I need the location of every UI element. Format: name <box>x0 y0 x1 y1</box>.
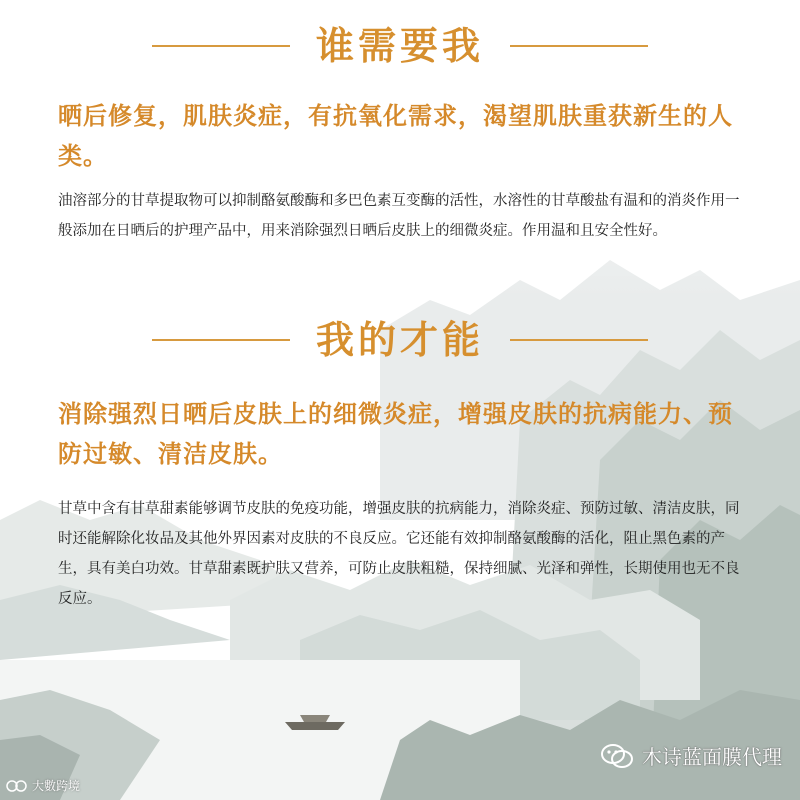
section-subtitle: 消除强烈日晒后皮肤上的细微炎症，增强皮肤的抗病能力、预防过敏、清洁皮肤。 <box>58 400 733 468</box>
wechat-icon <box>600 743 634 769</box>
section-title: 我的才能 <box>315 318 484 362</box>
section-body-text: 甘草中含有甘草甜素能够调节皮肤的免疫功能，增强皮肤的抗病能力，消除炎症、预防过敏、清洁皮肤，同时还能解除化妆品及其他外界因素对皮肤的不良反应。它还能有效抑制酪氨酸酶的活化，阻止黑色素的产生，具有美白功效。甘草甜素既护肤又营养，可防止皮肤粗糙，保持细腻、光泽和弹性，长期使用也无不良反应。 <box>58 501 740 607</box>
section-header-my-talents <box>0 312 800 368</box>
watermark-small-text: 大數跨境 <box>32 779 81 793</box>
section-title: 谁需要我 <box>315 24 484 68</box>
header-rule-left <box>152 45 290 47</box>
watermark-brand <box>6 777 80 794</box>
header-rule-left <box>152 339 290 341</box>
watermark-wechat <box>600 741 782 770</box>
watermark-text: 木诗蓝面膜代理 <box>642 745 782 769</box>
section-body-text: 油溶部分的甘草提取物可以抑制酪氨酸酶和多巴色素互变酶的活性，水溶性的甘草酸盐有温和的消炎作用一般添加在日晒后的护理产品中，用来消除强烈日晒后皮肤上的细微炎症。作用温和且安全性好。 <box>58 193 740 239</box>
brand-logo-icon <box>6 779 28 793</box>
section-subtitle: 晒后修复，肌肤炎症，有抗氧化需求，渴望肌肤重获新生的人类。 <box>58 102 733 170</box>
header-rule-right <box>510 339 648 341</box>
section-header-who-needs-me <box>0 18 800 74</box>
header-rule-right <box>510 45 648 47</box>
